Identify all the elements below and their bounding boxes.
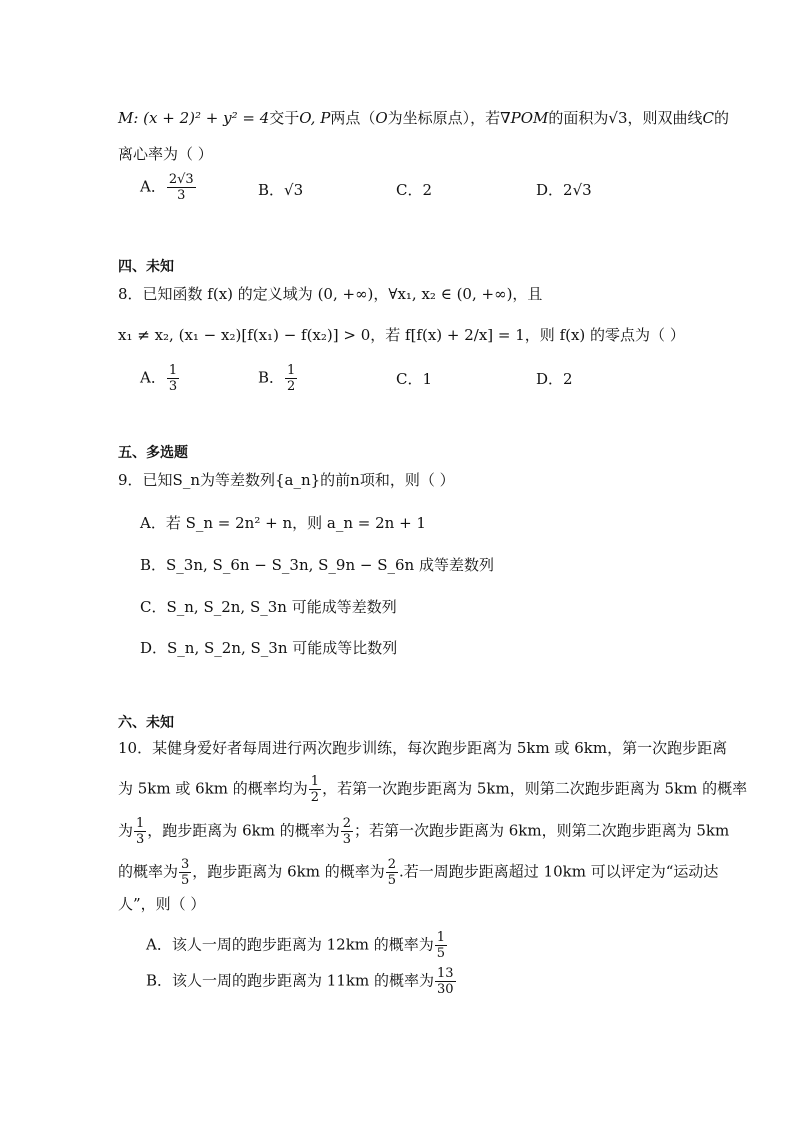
- q10-text: ，跑步距离为 6km 的概率为: [192, 862, 385, 881]
- denominator: 3: [342, 832, 351, 847]
- denominator: 3: [177, 188, 186, 203]
- q7-triangle: ∇POM: [500, 109, 549, 127]
- numerator: 3: [181, 857, 190, 872]
- fraction: [179, 857, 191, 888]
- q10-stem-line5: 人”，则（ ）: [118, 895, 206, 913]
- q8-option-c[interactable]: [396, 369, 432, 389]
- q10-stem-line4: [118, 857, 718, 888]
- section-heading-4: 四、未知: [118, 259, 174, 275]
- option-value: 1: [422, 370, 433, 388]
- q7-area: √3: [608, 109, 628, 127]
- denominator: 30: [436, 982, 454, 997]
- q7-text: 两点（: [330, 109, 376, 127]
- q10-text: 为: [118, 821, 134, 840]
- q7-option-c[interactable]: [396, 180, 432, 200]
- option-value: 2√3: [563, 181, 592, 199]
- option-value: 2: [422, 181, 433, 199]
- q8-option-d[interactable]: [536, 369, 573, 389]
- section-heading-5: 五、多选题: [118, 445, 188, 461]
- q7-origin: O: [375, 109, 388, 127]
- fraction: [134, 816, 146, 847]
- q7-text: ，则双曲线: [627, 109, 703, 127]
- fraction: [435, 930, 447, 961]
- numerator: 1: [168, 363, 178, 378]
- q7-text: 的面积为: [548, 109, 609, 127]
- q7-stem-line1: [118, 108, 729, 128]
- numerator: 2: [342, 816, 351, 831]
- q8-stem-line2: x₁ ≠ x₂, (x₁ − x₂)[f(x₁) − f(x₂)] > 0，若 f[f(x) + 2/x] = 1，则 f(x) 的零点为（ ）: [118, 326, 685, 344]
- q7-text: 交于: [269, 109, 300, 127]
- denominator: 3: [168, 379, 178, 394]
- denominator: 5: [436, 946, 446, 961]
- fraction: [435, 966, 456, 997]
- q8-option-b[interactable]: [258, 363, 298, 394]
- fraction: [167, 172, 196, 203]
- numerator: 1: [287, 363, 296, 378]
- q10-text: ，若第一次跑步距离为 5km，则第二次跑步距离为 5km 的概率: [322, 779, 748, 798]
- numerator: 1: [310, 774, 320, 789]
- numerator: 1: [436, 930, 446, 945]
- q8-stem-line1: 8．已知函数 f(x) 的定义域为 (0, +∞)，∀x₁, x₂ ∈ (0, +∞)，且: [118, 285, 543, 303]
- numerator: 2√3: [168, 172, 194, 187]
- fraction: [386, 857, 398, 888]
- q10-option-a[interactable]: [146, 930, 448, 961]
- q7-points: O, P: [299, 109, 331, 127]
- q9-option-a[interactable]: A．若 S_n = 2n² + n，则 a_n = 2n + 1: [140, 514, 426, 532]
- denominator: 5: [181, 873, 190, 888]
- option-label: B．: [258, 181, 285, 199]
- q7-option-a[interactable]: [140, 172, 197, 203]
- option-label: B．: [258, 368, 285, 387]
- denominator: 5: [387, 873, 396, 888]
- q7-text: 的: [714, 109, 730, 127]
- q10-text: 为 5km 或 6km 的概率均为: [118, 779, 308, 798]
- numerator: 1: [136, 816, 145, 831]
- option-label: D．: [536, 181, 564, 199]
- q10-stem-line3: [118, 816, 729, 847]
- numerator: 2: [387, 857, 396, 872]
- q7-curve: C: [702, 109, 715, 127]
- denominator: 3: [136, 832, 145, 847]
- denominator: 2: [287, 379, 296, 394]
- option-label: C．: [396, 370, 423, 388]
- numerator: 13: [436, 966, 454, 981]
- q9-stem: 9．已知S_n为等差数列{a_n}的前n项和，则（ ）: [118, 471, 455, 489]
- q10-text: 的概率为: [118, 862, 179, 881]
- option-text: B．该人一周的跑步距离为 11km 的概率为: [146, 971, 434, 990]
- q7-text: 为坐标原点），若: [387, 109, 501, 127]
- option-label: A．: [140, 368, 166, 387]
- q10-text: ，跑步距离为 6km 的概率为: [147, 821, 340, 840]
- fraction: [309, 774, 321, 805]
- q10-stem-line2: [118, 774, 747, 805]
- q8-option-a[interactable]: [140, 363, 180, 394]
- fraction: [167, 363, 179, 394]
- denominator: 2: [310, 790, 320, 805]
- q10-text: ；若第一次跑步距离为 6km，则第二次跑步距离为 5km: [353, 821, 730, 840]
- q10-stem-line1: 10．某健身爱好者每周进行两次跑步训练，每次跑步距离为 5km 或 6km，第一次跑步距离: [118, 739, 728, 757]
- q9-option-d[interactable]: D．S_n, S_2n, S_3n 可能成等比数列: [140, 639, 398, 657]
- option-label: D．: [536, 370, 564, 388]
- option-text: A．该人一周的跑步距离为 12km 的概率为: [146, 935, 434, 954]
- q10-text: .若一周跑步距离超过 10km 可以评定为“运动达: [398, 862, 719, 881]
- option-value: 2: [563, 370, 573, 388]
- q7-stem-line2: 离心率为（ ）: [118, 145, 213, 163]
- option-value: √3: [284, 181, 304, 199]
- q10-option-b[interactable]: [146, 966, 457, 997]
- q9-option-b[interactable]: B．S_3n, S_6n − S_3n, S_9n − S_6n 成等差数列: [140, 556, 494, 574]
- q7-m: M: [118, 109, 134, 127]
- q9-option-c[interactable]: C．S_n, S_2n, S_3n 可能成等差数列: [140, 598, 397, 616]
- option-label: C．: [396, 181, 423, 199]
- q7-option-b[interactable]: [258, 180, 303, 200]
- q7-circle-equation: : (x + 2)² + y² = 4: [133, 109, 270, 127]
- option-label: A．: [140, 177, 166, 196]
- section-heading-6: 六、未知: [118, 715, 174, 731]
- q7-option-d[interactable]: [536, 180, 592, 200]
- fraction: [341, 816, 353, 847]
- fraction: [285, 363, 297, 394]
